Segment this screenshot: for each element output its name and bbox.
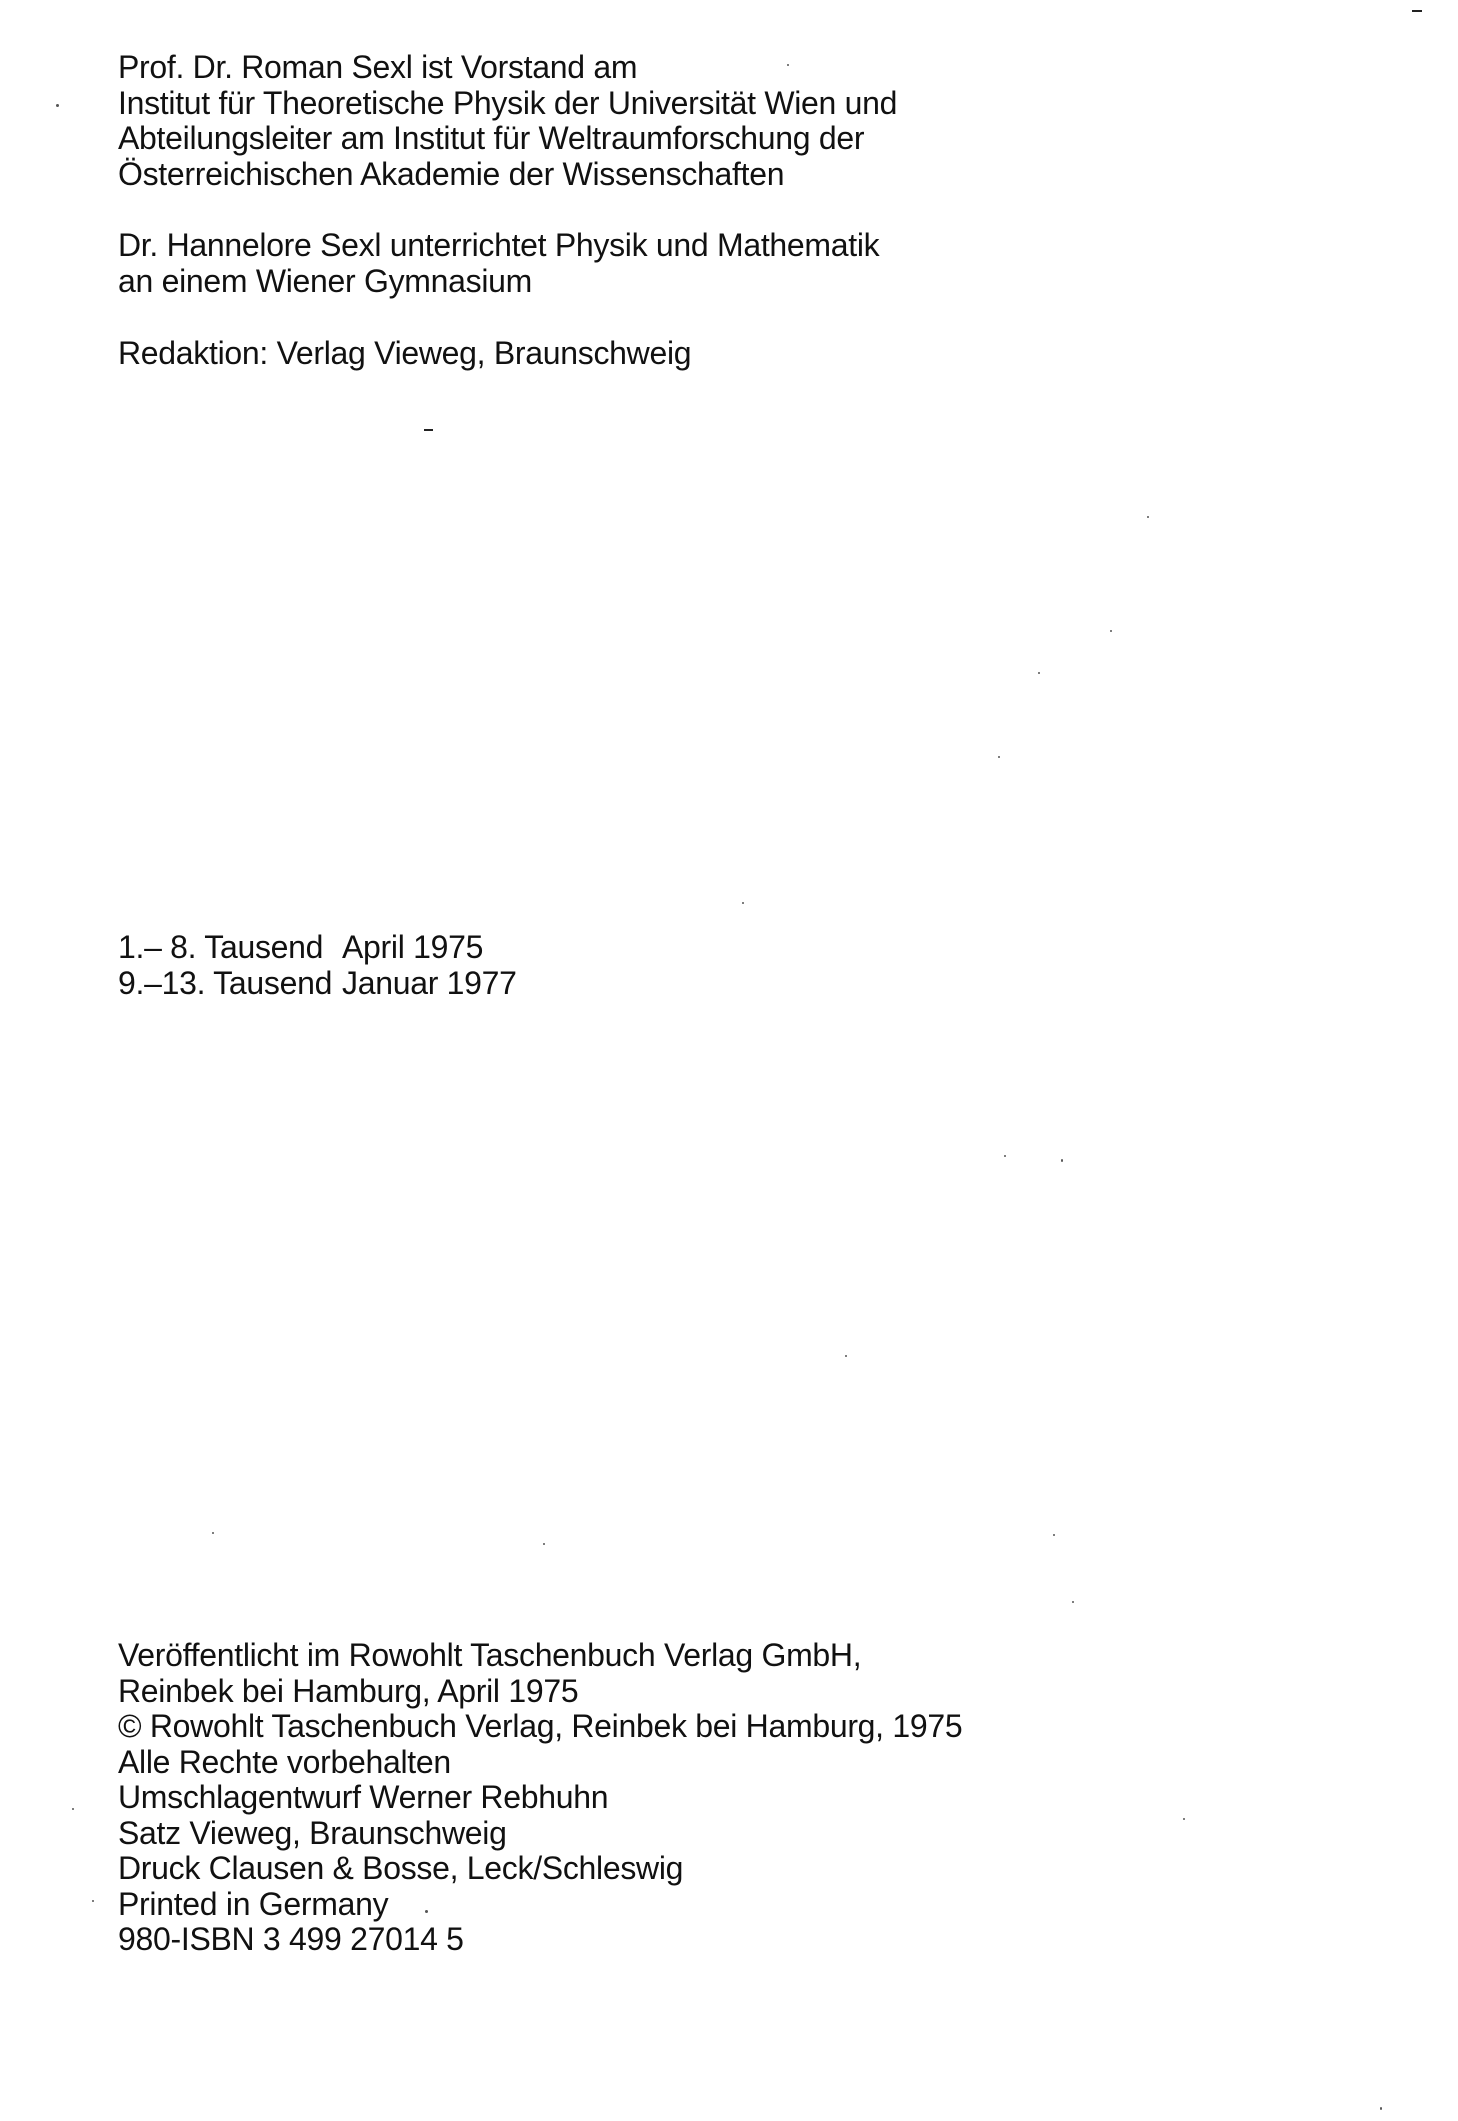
- print-editions: [118, 930, 517, 1001]
- edition-table: [118, 930, 517, 1001]
- edition-date: Januar 1977: [342, 964, 517, 1001]
- scan-speck: [1380, 2107, 1382, 2110]
- scan-speck: [1110, 630, 1112, 632]
- imprint-line: © Rowohlt Taschenbuch Verlag, Reinbek bei Hamburg, 1975: [118, 1708, 963, 1744]
- imprint-line: 980-ISBN 3 499 27014 5: [118, 1921, 464, 1957]
- scan-speck: [1053, 1534, 1055, 1536]
- scan-speck: [742, 902, 744, 904]
- scan-speck: [1072, 1601, 1074, 1603]
- edition-row: [118, 930, 517, 966]
- imprint-line: Umschlagentwurf Werner Rebhuhn: [118, 1779, 609, 1815]
- edition-range: 1.– 8. Tausend: [118, 929, 324, 965]
- scan-mark: [1412, 10, 1422, 12]
- scan-speck: [212, 1532, 214, 1534]
- imprint-line: Reinbek bei Hamburg, April 1975: [118, 1672, 579, 1709]
- editorial-line: Redaktion: Verlag Vieweg, Braunschweig: [118, 335, 692, 371]
- author-bio-line: Abteilungsleiter am Institut für Weltraumforschung der: [118, 120, 865, 156]
- imprint-line: Satz Vieweg, Braunschweig: [118, 1814, 507, 1851]
- scan-speck: [92, 1900, 94, 1902]
- edition-date: April 1975: [342, 929, 484, 965]
- scan-speck: [425, 1910, 428, 1913]
- edition-range: 9.–13. Tausend: [118, 964, 333, 1001]
- coauthor-bio-line: an einem Wiener Gymnasium: [118, 262, 532, 299]
- scan-speck: [543, 1543, 545, 1545]
- scan-speck: [72, 1808, 74, 1810]
- scan-speck: [56, 104, 59, 107]
- scan-speck: [1061, 1159, 1063, 1162]
- imprint-line: Veröffentlicht im Rowohlt Taschenbuch Verlag GmbH,: [118, 1637, 862, 1673]
- coauthor-biography: [118, 228, 879, 299]
- publisher-imprint: [118, 1638, 962, 1958]
- scan-speck: [998, 756, 1000, 758]
- scan-mark: [424, 429, 433, 431]
- author-biography: [118, 50, 897, 192]
- scan-speck: [787, 64, 789, 66]
- imprint-line: Druck Clausen & Bosse, Leck/Schleswig: [118, 1850, 684, 1886]
- scan-speck: [845, 1355, 847, 1357]
- imprint-line: Alle Rechte vorbehalten: [118, 1743, 451, 1780]
- editorial-note: [118, 336, 691, 372]
- scan-speck: [1147, 516, 1149, 518]
- coauthor-bio-line: Dr. Hannelore Sexl unterrichtet Physik und Mathematik: [118, 227, 880, 263]
- scan-speck: [1004, 1155, 1006, 1157]
- imprint-line: Printed in Germany: [118, 1885, 389, 1922]
- scan-speck: [1183, 1818, 1185, 1820]
- author-bio-line: Institut für Theoretische Physik der Universität Wien und: [118, 84, 898, 121]
- scan-speck: [1038, 672, 1040, 674]
- author-bio-line: Prof. Dr. Roman Sexl ist Vorstand am: [118, 49, 638, 85]
- edition-row: [118, 966, 517, 1002]
- author-bio-line: Österreichischen Akademie der Wissenschaften: [118, 155, 785, 192]
